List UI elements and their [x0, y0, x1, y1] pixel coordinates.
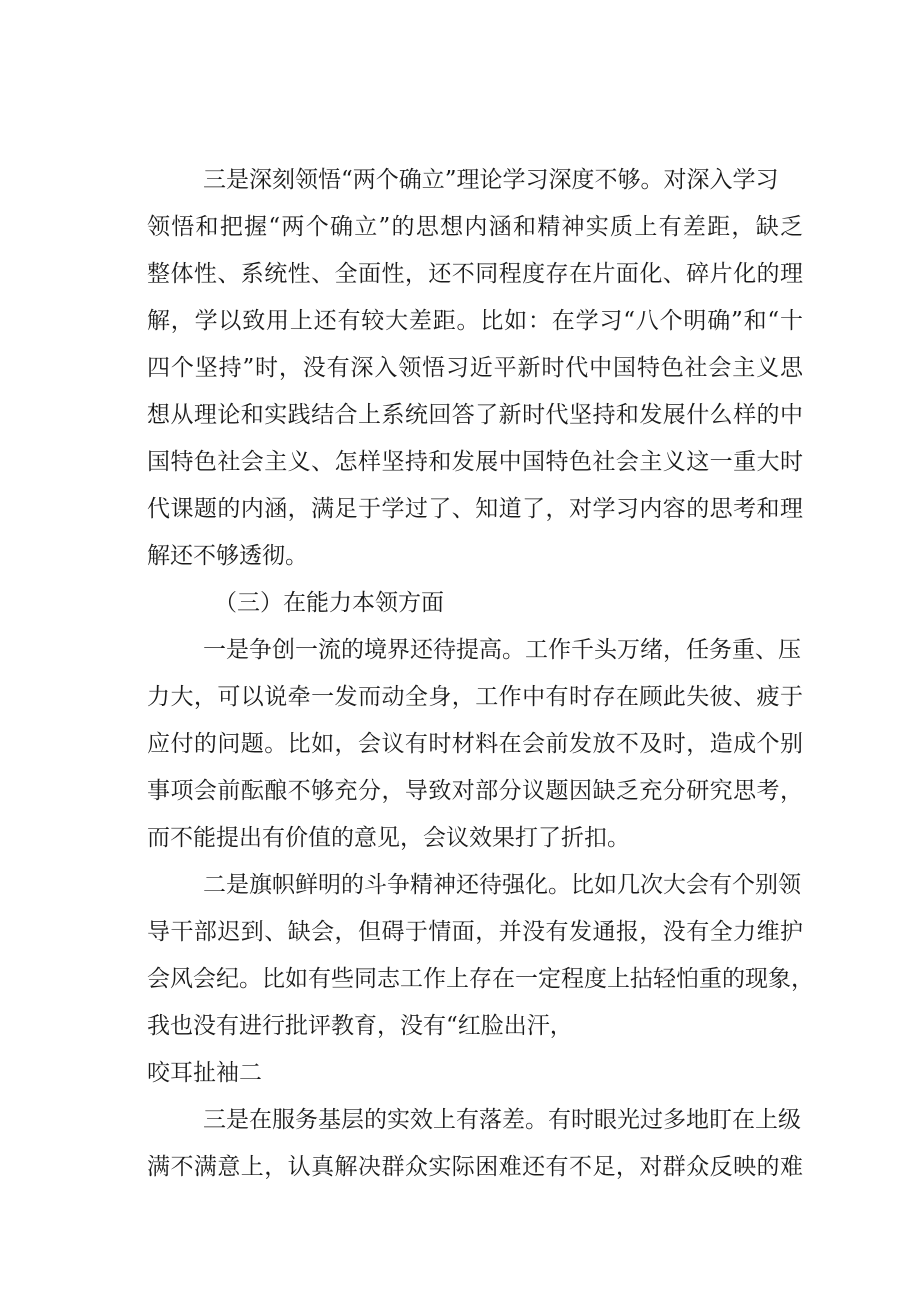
paragraph-line: 而不能提出有价值的意见，会议效果打了折扣。	[147, 825, 630, 851]
paragraph-line: 会风会纪。比如有些同志工作上存在一定程度上拈轻怕重的现象，	[147, 966, 814, 992]
paragraph-line: 整体性、系统性、全面性，还不同程度存在片面化、碎片化的理	[147, 261, 803, 287]
paragraph-line: 代课题的内涵，满足于学过了、知道了，对学习内容的思考和理	[147, 496, 803, 522]
paragraph-line: 三是在服务基层的实效上有落差。有时眼光过多地盯在上级	[203, 1107, 801, 1133]
paragraph-line: 领悟和把握“两个确立”的思想内涵和精神实质上有差距，缺乏	[147, 214, 803, 240]
paragraph-line: 解还不够透彻。	[147, 543, 308, 569]
paragraph-line: 满不满意上，认真解决群众实际困难还有不足，对群众反映的难	[147, 1154, 803, 1180]
paragraph-line: 三是深刻领悟“两个确立”理论学习深度不够。对深入学习	[203, 167, 779, 193]
paragraph-line: 咬耳扯袖二	[147, 1060, 262, 1086]
paragraph-line: 解，学以致用上还有较大差距。比如：在学习“八个明确”和“十	[147, 308, 803, 334]
paragraph-line: 事项会前酝酿不够充分，导致对部分议题因缺乏充分研究思考，	[147, 778, 803, 804]
paragraph-line: 我也没有进行批评教育，没有“红脸出汗，	[147, 1013, 573, 1039]
paragraph-line: 导干部迟到、缺会，但碍于情面，并没有发通报，没有全力维护	[147, 919, 803, 945]
paragraph-line: 一是争创一流的境界还待提高。工作千头万绪，任务重、压	[203, 637, 801, 663]
paragraph-line: 国特色社会主义、怎样坚持和发展中国特色社会主义这一重大时	[147, 449, 803, 475]
section-heading: （三）在能力本领方面	[214, 590, 444, 616]
paragraph-line: 力大，可以说牵一发而动全身，工作中有时存在顾此失彼、疲于	[147, 684, 803, 710]
paragraph-line: 应付的问题。比如，会议有时材料在会前发放不及时，造成个别	[147, 731, 803, 757]
paragraph-line: 四个坚持”时，没有深入领悟习近平新时代中国特色社会主义思	[147, 355, 803, 381]
paragraph-line: 二是旗帜鲜明的斗争精神还待强化。比如几次大会有个别领	[203, 872, 801, 898]
paragraph-line: 想从理论和实践结合上系统回答了新时代坚持和发展什么样的中	[147, 402, 803, 428]
